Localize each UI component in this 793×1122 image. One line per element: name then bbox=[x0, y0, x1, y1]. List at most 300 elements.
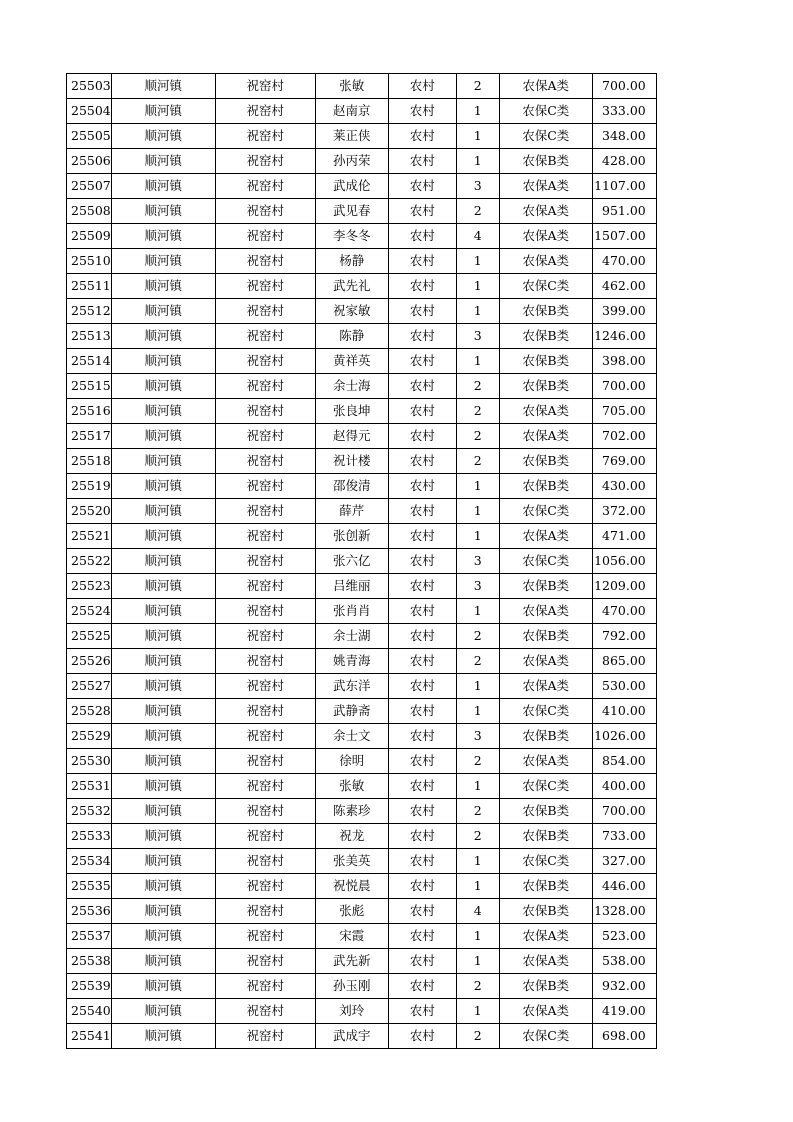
cell-residence-type: 农村 bbox=[388, 299, 456, 324]
table-row bbox=[67, 274, 657, 299]
cell-amount: 471.00 bbox=[592, 524, 656, 549]
cell-town: 顺河镇 bbox=[111, 899, 215, 924]
table-row bbox=[67, 99, 657, 124]
cell-town: 顺河镇 bbox=[111, 999, 215, 1024]
cell-residence-type: 农村 bbox=[388, 374, 456, 399]
cell-id: 25507 bbox=[67, 174, 112, 199]
cell-residence-type: 农村 bbox=[388, 799, 456, 824]
cell-village: 祝窑村 bbox=[215, 824, 315, 849]
cell-household-count: 2 bbox=[456, 824, 499, 849]
cell-residence-type: 农村 bbox=[388, 724, 456, 749]
cell-name: 武成宇 bbox=[315, 1024, 388, 1049]
cell-residence-type: 农村 bbox=[388, 899, 456, 924]
cell-id: 25530 bbox=[67, 749, 112, 774]
cell-household-count: 3 bbox=[456, 324, 499, 349]
cell-town: 顺河镇 bbox=[111, 99, 215, 124]
cell-category: 农保A类 bbox=[499, 399, 592, 424]
cell-household-count: 1 bbox=[456, 249, 499, 274]
cell-household-count: 1 bbox=[456, 849, 499, 874]
cell-residence-type: 农村 bbox=[388, 624, 456, 649]
cell-village: 祝窑村 bbox=[215, 424, 315, 449]
cell-residence-type: 农村 bbox=[388, 1024, 456, 1049]
cell-category: 农保B类 bbox=[499, 374, 592, 399]
cell-town: 顺河镇 bbox=[111, 449, 215, 474]
table-row bbox=[67, 824, 657, 849]
cell-category: 农保B类 bbox=[499, 624, 592, 649]
cell-id: 25518 bbox=[67, 449, 112, 474]
cell-household-count: 2 bbox=[456, 649, 499, 674]
table-body bbox=[67, 74, 657, 1049]
cell-town: 顺河镇 bbox=[111, 599, 215, 624]
cell-name: 吕维丽 bbox=[315, 574, 388, 599]
table-row bbox=[67, 774, 657, 799]
cell-id: 25535 bbox=[67, 874, 112, 899]
cell-name: 张美英 bbox=[315, 849, 388, 874]
cell-id: 25503 bbox=[67, 74, 112, 99]
cell-amount: 865.00 bbox=[592, 649, 656, 674]
cell-village: 祝窑村 bbox=[215, 249, 315, 274]
table-row bbox=[67, 374, 657, 399]
cell-category: 农保B类 bbox=[499, 899, 592, 924]
table-row bbox=[67, 599, 657, 624]
cell-town: 顺河镇 bbox=[111, 174, 215, 199]
cell-name: 张六亿 bbox=[315, 549, 388, 574]
cell-category: 农保A类 bbox=[499, 749, 592, 774]
cell-residence-type: 农村 bbox=[388, 99, 456, 124]
cell-town: 顺河镇 bbox=[111, 724, 215, 749]
cell-household-count: 2 bbox=[456, 424, 499, 449]
cell-amount: 410.00 bbox=[592, 699, 656, 724]
cell-id: 25513 bbox=[67, 324, 112, 349]
cell-household-count: 2 bbox=[456, 199, 499, 224]
cell-household-count: 2 bbox=[456, 974, 499, 999]
cell-category: 农保A类 bbox=[499, 74, 592, 99]
cell-village: 祝窑村 bbox=[215, 174, 315, 199]
cell-id: 25520 bbox=[67, 499, 112, 524]
cell-residence-type: 农村 bbox=[388, 224, 456, 249]
table-row bbox=[67, 674, 657, 699]
cell-residence-type: 农村 bbox=[388, 674, 456, 699]
cell-id: 25510 bbox=[67, 249, 112, 274]
cell-amount: 399.00 bbox=[592, 299, 656, 324]
cell-town: 顺河镇 bbox=[111, 124, 215, 149]
cell-name: 张彪 bbox=[315, 899, 388, 924]
cell-village: 祝窑村 bbox=[215, 649, 315, 674]
cell-residence-type: 农村 bbox=[388, 524, 456, 549]
cell-household-count: 2 bbox=[456, 749, 499, 774]
cell-residence-type: 农村 bbox=[388, 399, 456, 424]
cell-town: 顺河镇 bbox=[111, 624, 215, 649]
cell-residence-type: 农村 bbox=[388, 274, 456, 299]
cell-name: 武静斋 bbox=[315, 699, 388, 724]
cell-category: 农保B类 bbox=[499, 799, 592, 824]
cell-category: 农保A类 bbox=[499, 674, 592, 699]
cell-name: 武成伦 bbox=[315, 174, 388, 199]
cell-town: 顺河镇 bbox=[111, 399, 215, 424]
cell-category: 农保B类 bbox=[499, 724, 592, 749]
cell-id: 25528 bbox=[67, 699, 112, 724]
cell-amount: 333.00 bbox=[592, 99, 656, 124]
table-row bbox=[67, 324, 657, 349]
cell-name: 祝计楼 bbox=[315, 449, 388, 474]
cell-town: 顺河镇 bbox=[111, 974, 215, 999]
cell-household-count: 1 bbox=[456, 124, 499, 149]
cell-village: 祝窑村 bbox=[215, 349, 315, 374]
cell-household-count: 3 bbox=[456, 574, 499, 599]
cell-amount: 792.00 bbox=[592, 624, 656, 649]
cell-name: 陈静 bbox=[315, 324, 388, 349]
table-row bbox=[67, 524, 657, 549]
cell-residence-type: 农村 bbox=[388, 774, 456, 799]
cell-name: 张创新 bbox=[315, 524, 388, 549]
cell-village: 祝窑村 bbox=[215, 724, 315, 749]
cell-id: 25524 bbox=[67, 599, 112, 624]
cell-town: 顺河镇 bbox=[111, 374, 215, 399]
cell-town: 顺河镇 bbox=[111, 774, 215, 799]
cell-id: 25519 bbox=[67, 474, 112, 499]
cell-town: 顺河镇 bbox=[111, 299, 215, 324]
cell-category: 农保C类 bbox=[499, 1024, 592, 1049]
cell-category: 农保C类 bbox=[499, 499, 592, 524]
cell-name: 祝家敏 bbox=[315, 299, 388, 324]
cell-town: 顺河镇 bbox=[111, 324, 215, 349]
cell-household-count: 1 bbox=[456, 774, 499, 799]
cell-category: 农保A类 bbox=[499, 174, 592, 199]
cell-household-count: 1 bbox=[456, 524, 499, 549]
cell-town: 顺河镇 bbox=[111, 224, 215, 249]
cell-category: 农保A类 bbox=[499, 599, 592, 624]
cell-household-count: 2 bbox=[456, 624, 499, 649]
cell-town: 顺河镇 bbox=[111, 649, 215, 674]
cell-village: 祝窑村 bbox=[215, 449, 315, 474]
cell-residence-type: 农村 bbox=[388, 649, 456, 674]
cell-village: 祝窑村 bbox=[215, 299, 315, 324]
cell-amount: 854.00 bbox=[592, 749, 656, 774]
cell-category: 农保A类 bbox=[499, 924, 592, 949]
cell-household-count: 1 bbox=[456, 599, 499, 624]
cell-id: 25525 bbox=[67, 624, 112, 649]
cell-id: 25517 bbox=[67, 424, 112, 449]
table-row bbox=[67, 999, 657, 1024]
cell-village: 祝窑村 bbox=[215, 374, 315, 399]
cell-village: 祝窑村 bbox=[215, 224, 315, 249]
cell-residence-type: 农村 bbox=[388, 449, 456, 474]
cell-amount: 462.00 bbox=[592, 274, 656, 299]
cell-category: 农保B类 bbox=[499, 874, 592, 899]
cell-residence-type: 农村 bbox=[388, 699, 456, 724]
cell-town: 顺河镇 bbox=[111, 949, 215, 974]
cell-village: 祝窑村 bbox=[215, 549, 315, 574]
table-row bbox=[67, 924, 657, 949]
cell-residence-type: 农村 bbox=[388, 574, 456, 599]
cell-town: 顺河镇 bbox=[111, 549, 215, 574]
cell-id: 25511 bbox=[67, 274, 112, 299]
cell-town: 顺河镇 bbox=[111, 674, 215, 699]
cell-village: 祝窑村 bbox=[215, 624, 315, 649]
cell-residence-type: 农村 bbox=[388, 749, 456, 774]
cell-category: 农保C类 bbox=[499, 774, 592, 799]
cell-name: 赵得元 bbox=[315, 424, 388, 449]
cell-residence-type: 农村 bbox=[388, 324, 456, 349]
cell-residence-type: 农村 bbox=[388, 349, 456, 374]
cell-village: 祝窑村 bbox=[215, 149, 315, 174]
cell-name: 邵俊清 bbox=[315, 474, 388, 499]
cell-village: 祝窑村 bbox=[215, 874, 315, 899]
cell-amount: 1246.00 bbox=[592, 324, 656, 349]
cell-id: 25516 bbox=[67, 399, 112, 424]
cell-category: 农保C类 bbox=[499, 699, 592, 724]
cell-household-count: 2 bbox=[456, 74, 499, 99]
cell-household-count: 2 bbox=[456, 449, 499, 474]
cell-town: 顺河镇 bbox=[111, 474, 215, 499]
cell-name: 祝龙 bbox=[315, 824, 388, 849]
cell-village: 祝窑村 bbox=[215, 74, 315, 99]
cell-village: 祝窑村 bbox=[215, 924, 315, 949]
cell-town: 顺河镇 bbox=[111, 924, 215, 949]
cell-category: 农保B类 bbox=[499, 824, 592, 849]
cell-amount: 446.00 bbox=[592, 874, 656, 899]
cell-household-count: 1 bbox=[456, 349, 499, 374]
cell-household-count: 1 bbox=[456, 949, 499, 974]
cell-category: 农保A类 bbox=[499, 224, 592, 249]
table-row bbox=[67, 574, 657, 599]
cell-name: 宋霞 bbox=[315, 924, 388, 949]
cell-amount: 348.00 bbox=[592, 124, 656, 149]
cell-household-count: 2 bbox=[456, 1024, 499, 1049]
cell-household-count: 1 bbox=[456, 274, 499, 299]
cell-village: 祝窑村 bbox=[215, 199, 315, 224]
table-row bbox=[67, 249, 657, 274]
cell-id: 25537 bbox=[67, 924, 112, 949]
table-row bbox=[67, 474, 657, 499]
cell-amount: 705.00 bbox=[592, 399, 656, 424]
cell-id: 25534 bbox=[67, 849, 112, 874]
cell-residence-type: 农村 bbox=[388, 149, 456, 174]
cell-town: 顺河镇 bbox=[111, 274, 215, 299]
table-row bbox=[67, 624, 657, 649]
cell-residence-type: 农村 bbox=[388, 474, 456, 499]
cell-residence-type: 农村 bbox=[388, 949, 456, 974]
cell-name: 余士海 bbox=[315, 374, 388, 399]
cell-category: 农保B类 bbox=[499, 574, 592, 599]
cell-residence-type: 农村 bbox=[388, 874, 456, 899]
cell-household-count: 1 bbox=[456, 474, 499, 499]
cell-residence-type: 农村 bbox=[388, 974, 456, 999]
table-row bbox=[67, 74, 657, 99]
cell-id: 25523 bbox=[67, 574, 112, 599]
cell-village: 祝窑村 bbox=[215, 124, 315, 149]
cell-id: 25540 bbox=[67, 999, 112, 1024]
cell-residence-type: 农村 bbox=[388, 124, 456, 149]
table-row bbox=[67, 549, 657, 574]
cell-household-count: 4 bbox=[456, 899, 499, 924]
cell-category: 农保A类 bbox=[499, 949, 592, 974]
cell-name: 武先新 bbox=[315, 949, 388, 974]
table-row bbox=[67, 749, 657, 774]
cell-amount: 530.00 bbox=[592, 674, 656, 699]
cell-residence-type: 农村 bbox=[388, 824, 456, 849]
cell-town: 顺河镇 bbox=[111, 424, 215, 449]
cell-amount: 1056.00 bbox=[592, 549, 656, 574]
cell-name: 李冬冬 bbox=[315, 224, 388, 249]
cell-town: 顺河镇 bbox=[111, 149, 215, 174]
cell-id: 25531 bbox=[67, 774, 112, 799]
cell-category: 农保C类 bbox=[499, 549, 592, 574]
cell-category: 农保A类 bbox=[499, 199, 592, 224]
table-row bbox=[67, 174, 657, 199]
cell-name: 武东洋 bbox=[315, 674, 388, 699]
cell-name: 姚青海 bbox=[315, 649, 388, 674]
cell-household-count: 3 bbox=[456, 549, 499, 574]
cell-category: 农保B类 bbox=[499, 149, 592, 174]
cell-amount: 1026.00 bbox=[592, 724, 656, 749]
cell-id: 25522 bbox=[67, 549, 112, 574]
cell-village: 祝窑村 bbox=[215, 599, 315, 624]
cell-name: 武见春 bbox=[315, 199, 388, 224]
cell-amount: 1328.00 bbox=[592, 899, 656, 924]
cell-village: 祝窑村 bbox=[215, 274, 315, 299]
cell-id: 25509 bbox=[67, 224, 112, 249]
cell-village: 祝窑村 bbox=[215, 524, 315, 549]
cell-village: 祝窑村 bbox=[215, 674, 315, 699]
cell-category: 农保A类 bbox=[499, 524, 592, 549]
cell-name: 徐明 bbox=[315, 749, 388, 774]
cell-category: 农保B类 bbox=[499, 974, 592, 999]
cell-town: 顺河镇 bbox=[111, 749, 215, 774]
cell-amount: 700.00 bbox=[592, 799, 656, 824]
table-row bbox=[67, 124, 657, 149]
cell-amount: 372.00 bbox=[592, 499, 656, 524]
cell-id: 25541 bbox=[67, 1024, 112, 1049]
cell-amount: 470.00 bbox=[592, 249, 656, 274]
cell-town: 顺河镇 bbox=[111, 574, 215, 599]
cell-village: 祝窑村 bbox=[215, 399, 315, 424]
cell-amount: 698.00 bbox=[592, 1024, 656, 1049]
cell-village: 祝窑村 bbox=[215, 749, 315, 774]
cell-residence-type: 农村 bbox=[388, 999, 456, 1024]
cell-town: 顺河镇 bbox=[111, 824, 215, 849]
cell-village: 祝窑村 bbox=[215, 799, 315, 824]
table-row bbox=[67, 499, 657, 524]
cell-name: 余士湖 bbox=[315, 624, 388, 649]
table-row bbox=[67, 799, 657, 824]
cell-id: 25521 bbox=[67, 524, 112, 549]
cell-category: 农保B类 bbox=[499, 474, 592, 499]
cell-village: 祝窑村 bbox=[215, 99, 315, 124]
cell-id: 25527 bbox=[67, 674, 112, 699]
cell-category: 农保A类 bbox=[499, 999, 592, 1024]
cell-household-count: 1 bbox=[456, 499, 499, 524]
cell-household-count: 1 bbox=[456, 674, 499, 699]
cell-village: 祝窑村 bbox=[215, 899, 315, 924]
cell-residence-type: 农村 bbox=[388, 599, 456, 624]
cell-category: 农保B类 bbox=[499, 299, 592, 324]
cell-name: 孙丙荣 bbox=[315, 149, 388, 174]
cell-amount: 733.00 bbox=[592, 824, 656, 849]
cell-id: 25538 bbox=[67, 949, 112, 974]
cell-name: 张肖肖 bbox=[315, 599, 388, 624]
cell-village: 祝窑村 bbox=[215, 999, 315, 1024]
cell-name: 祝悦晨 bbox=[315, 874, 388, 899]
table-row bbox=[67, 149, 657, 174]
cell-amount: 523.00 bbox=[592, 924, 656, 949]
table-row bbox=[67, 949, 657, 974]
cell-id: 25512 bbox=[67, 299, 112, 324]
cell-category: 农保C类 bbox=[499, 99, 592, 124]
cell-household-count: 4 bbox=[456, 224, 499, 249]
cell-category: 农保B类 bbox=[499, 449, 592, 474]
table-row bbox=[67, 1024, 657, 1049]
cell-name: 薛芹 bbox=[315, 499, 388, 524]
cell-id: 25508 bbox=[67, 199, 112, 224]
cell-village: 祝窑村 bbox=[215, 1024, 315, 1049]
cell-village: 祝窑村 bbox=[215, 324, 315, 349]
cell-category: 农保A类 bbox=[499, 249, 592, 274]
table-row bbox=[67, 349, 657, 374]
cell-household-count: 1 bbox=[456, 149, 499, 174]
table-row bbox=[67, 874, 657, 899]
table-row bbox=[67, 424, 657, 449]
cell-town: 顺河镇 bbox=[111, 249, 215, 274]
cell-town: 顺河镇 bbox=[111, 699, 215, 724]
cell-amount: 1507.00 bbox=[592, 224, 656, 249]
cell-town: 顺河镇 bbox=[111, 499, 215, 524]
cell-amount: 702.00 bbox=[592, 424, 656, 449]
cell-residence-type: 农村 bbox=[388, 549, 456, 574]
cell-residence-type: 农村 bbox=[388, 199, 456, 224]
table-row bbox=[67, 849, 657, 874]
cell-village: 祝窑村 bbox=[215, 849, 315, 874]
cell-amount: 327.00 bbox=[592, 849, 656, 874]
table-row bbox=[67, 724, 657, 749]
table-row bbox=[67, 899, 657, 924]
cell-category: 农保C类 bbox=[499, 124, 592, 149]
cell-village: 祝窑村 bbox=[215, 974, 315, 999]
cell-id: 25536 bbox=[67, 899, 112, 924]
cell-amount: 700.00 bbox=[592, 374, 656, 399]
cell-household-count: 3 bbox=[456, 724, 499, 749]
cell-village: 祝窑村 bbox=[215, 474, 315, 499]
cell-residence-type: 农村 bbox=[388, 74, 456, 99]
cell-residence-type: 农村 bbox=[388, 424, 456, 449]
cell-amount: 400.00 bbox=[592, 774, 656, 799]
cell-village: 祝窑村 bbox=[215, 699, 315, 724]
cell-household-count: 3 bbox=[456, 174, 499, 199]
cell-household-count: 1 bbox=[456, 299, 499, 324]
cell-id: 25504 bbox=[67, 99, 112, 124]
cell-name: 武先礼 bbox=[315, 274, 388, 299]
cell-town: 顺河镇 bbox=[111, 524, 215, 549]
cell-category: 农保C类 bbox=[499, 274, 592, 299]
cell-household-count: 1 bbox=[456, 999, 499, 1024]
cell-name: 陈素珍 bbox=[315, 799, 388, 824]
cell-amount: 700.00 bbox=[592, 74, 656, 99]
cell-household-count: 1 bbox=[456, 924, 499, 949]
cell-residence-type: 农村 bbox=[388, 249, 456, 274]
cell-town: 顺河镇 bbox=[111, 799, 215, 824]
cell-residence-type: 农村 bbox=[388, 499, 456, 524]
table-row bbox=[67, 224, 657, 249]
table-row bbox=[67, 449, 657, 474]
cell-name: 余士文 bbox=[315, 724, 388, 749]
cell-name: 莱正侠 bbox=[315, 124, 388, 149]
allowance-table bbox=[66, 73, 657, 1049]
cell-residence-type: 农村 bbox=[388, 924, 456, 949]
cell-amount: 430.00 bbox=[592, 474, 656, 499]
cell-amount: 428.00 bbox=[592, 149, 656, 174]
cell-residence-type: 农村 bbox=[388, 849, 456, 874]
cell-id: 25515 bbox=[67, 374, 112, 399]
